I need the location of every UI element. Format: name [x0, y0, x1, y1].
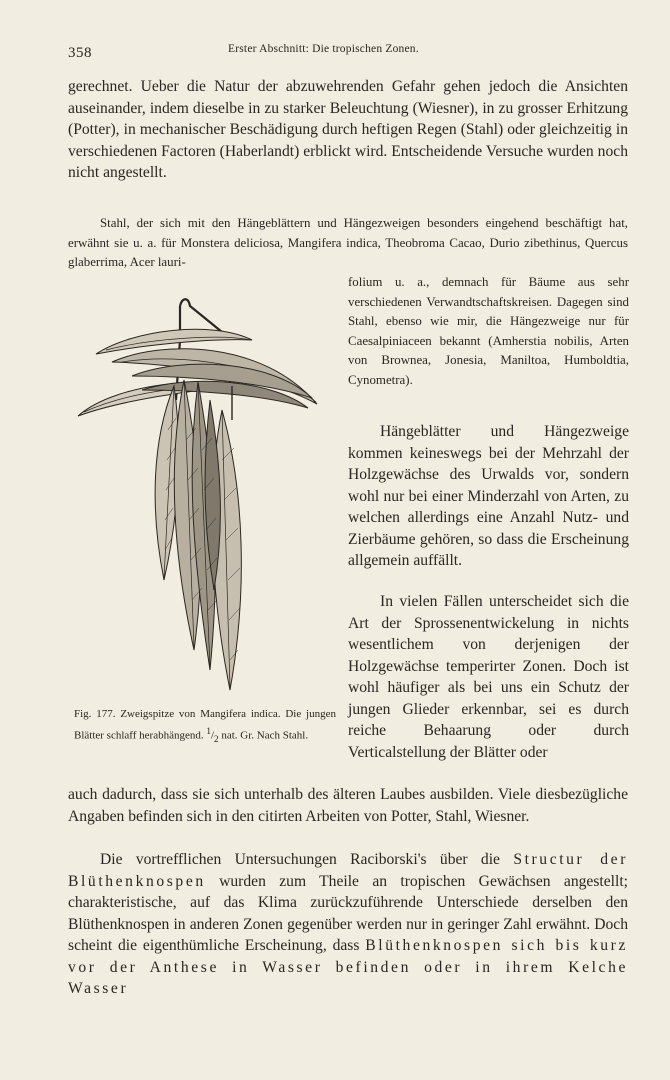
- caption-label: Fig. 177.: [74, 708, 116, 720]
- figure-caption: Fig. 177. Zweigspitze von Mangifera indica. Die jungen Blätter schlaff herabhängend. $^1/_2$ nat. Gr. Nach Stahl.: [74, 708, 336, 744]
- raciborski-text-1: Die vortrefflichen Untersuchungen Raciborski's über die: [100, 851, 514, 868]
- raciborski-text-2: wurden zum Theile an tropischen Gewächsen angestellt; charakteristische, auf das Klima zurückzuführende Unterschiede derselben den Blüthenknospen in anderen Zonen gegenüber werden nur in geringer Zahl erwähnt. Doch scheint die eigenthümliche Erscheinung, dass: [68, 872, 628, 954]
- raciborski-spaced-1: Structur der Blüthenknospen: [68, 851, 628, 890]
- caption-scale-numerator: 1: [206, 726, 211, 736]
- intro-paragraph: gerechnet. Ueber die Natur der abzuwehrenden Gefahr gehen jedoch die Ansichten auseinander, indem dieselbe in zu starker Beleuchtung (Wiesner), in zu grosser Erhitzung (Potter), in mechanischer Beschädigung durch heftigen Regen (Stahl) oder gleichzeitig in verschiedenen Factoren (Haberlandt) erblickt wird. Entscheidende Versuche wurden noch nicht angestellt.: [68, 78, 628, 181]
- small-print-full-width: Stahl, der sich mit den Hängeblättern und Hängezweigen besonders eingehend beschäftigt hat, erwähnt sie u. a. für Monstera deliciosa, Mangifera indica, Theobroma Cacao, Durio zibethinus, Quercus glaberrima, Acer lauri-: [68, 216, 628, 269]
- caption-text: Zweigspitze von Mangifera indica. Die jungen Blätter schlaff herabhängend.: [74, 708, 336, 742]
- faellen-paragraph-full-width: auch dadurch, dass sie sich unterhalb des älteren Laubes ausbilden. Viele diesbezügliche Angaben befinden sich in den citirten Arbeiten von Potter, Stahl, Wiesner.: [68, 786, 628, 825]
- caption-scale-denominator: 2: [214, 733, 219, 744]
- running-title: Erster Abschnitt: Die tropischen Zonen.: [228, 43, 419, 55]
- faellen-paragraph-right-column: In vielen Fällen unterscheidet sich die Art der Sprossenentwickelung in nichts wesentlichem von derjenigen der Holzgewächse temperirter Zonen. Doch ist wohl häufiger als bei uns ein Schutz der jungen Glieder erkennbar, sei es durch reiche Behaarung oder durch Verticalstellung der Blätter oder: [348, 593, 629, 761]
- page-header: [68, 43, 628, 63]
- small-print-right-column: folium u. a., demnach für Bäume aus sehr verschiedenen Verwandtschaftskreisen. Dagegen sind Stahl, ebenso wie mir, die Hängezweige nur für Caesalpiniaceen bekannt (Amherstia nobilis, Arten von Brownea, Jonesia, Maniltoa, Humboldtia, Cynometra).: [348, 275, 629, 387]
- caption-source: nat. Gr. Nach Stahl.: [221, 729, 309, 742]
- page-number: 358: [68, 45, 92, 61]
- haengeblaetter-paragraph: Hängeblätter und Hängezweige kommen keineswegs bei der Mehrzahl der Holzgewächse des Urwalds vor, sondern wohl nur bei einer Minderzahl von Arten, zu welchen allerdings eine Anzahl Nutz- und Zierbäume gehören, so dass die Erscheinung allgemein auffällt.: [348, 423, 629, 569]
- mangifera-branch-illustration: [72, 290, 332, 710]
- raciborski-spaced-2: Blüthenknospen sich bis kurz vor der Anthese in Wasser befinden oder in ihrem Kelche Wasser: [68, 937, 628, 997]
- raciborski-paragraph: [68, 849, 628, 1000]
